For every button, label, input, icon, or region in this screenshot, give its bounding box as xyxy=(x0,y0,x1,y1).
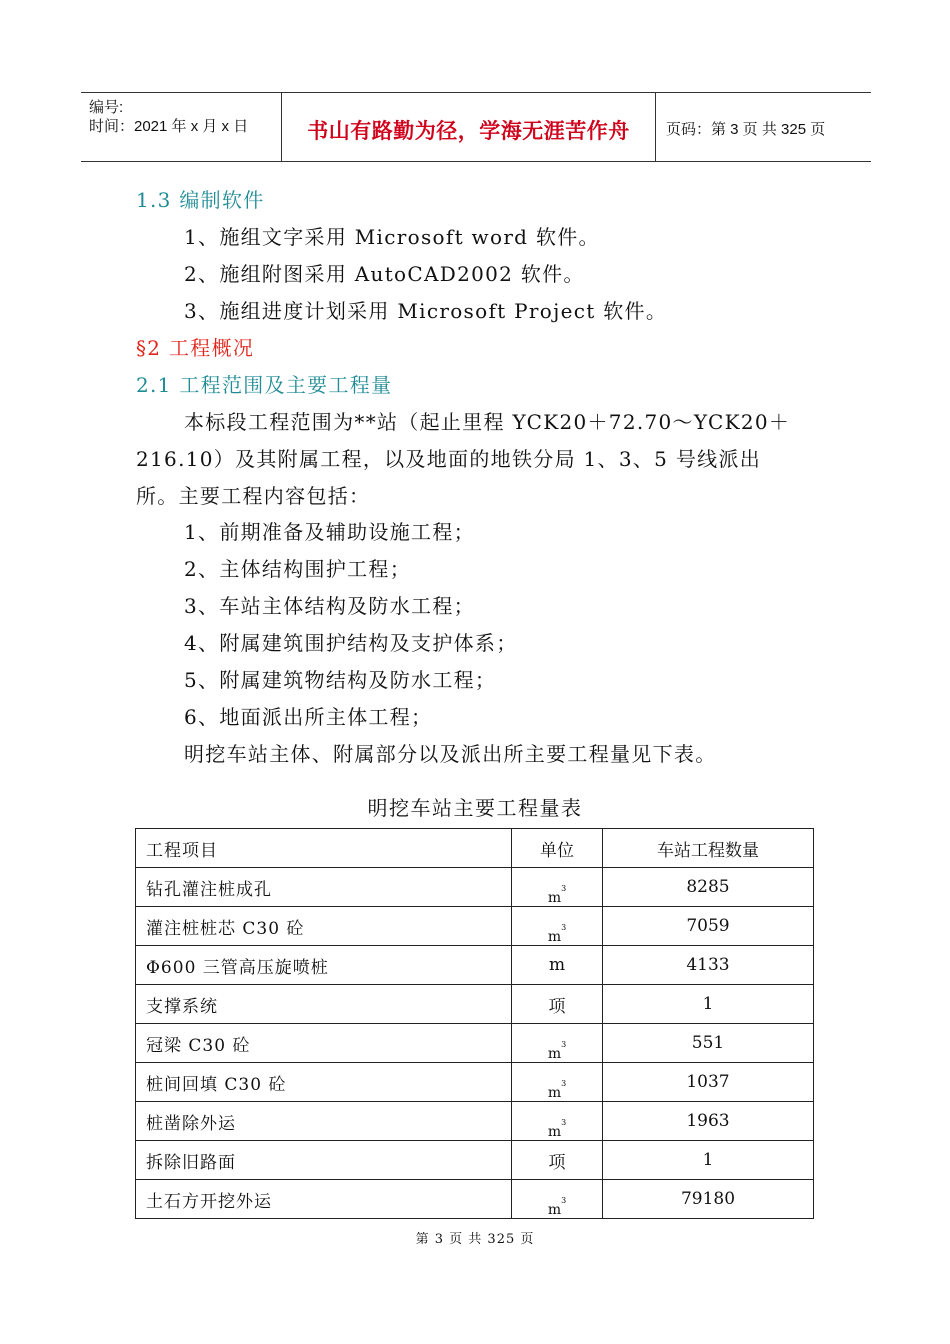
heading-2-1: 2.1 工程范围及主要工程量 xyxy=(136,373,393,397)
table-row xyxy=(136,1024,814,1063)
unit-base: m xyxy=(547,1046,562,1062)
unit-cell xyxy=(512,1102,603,1141)
item-cell: 冠梁 C30 砼 xyxy=(136,1024,512,1063)
header-qty: 车站工程数量 xyxy=(603,829,814,868)
unit-cell: 项 xyxy=(512,985,603,1024)
unit-cell: m xyxy=(512,946,603,985)
qty-cell: 1 xyxy=(603,985,814,1024)
unit-base: m xyxy=(547,929,562,945)
unit-cell: 项 xyxy=(512,1141,603,1180)
header-unit: 单位 xyxy=(512,829,603,868)
item-cell: Φ600 三管高压旋喷桩 xyxy=(136,946,512,985)
unit-cubic xyxy=(547,884,567,906)
unit-exponent: 3 xyxy=(561,1079,567,1088)
header-motto-cell xyxy=(282,93,656,161)
item-cell: 土石方开挖外运 xyxy=(136,1180,512,1219)
unit-exponent: 3 xyxy=(561,884,567,893)
qty-cell: 1 xyxy=(603,1141,814,1180)
item-cell: 拆除旧路面 xyxy=(136,1141,512,1180)
table-row xyxy=(136,1141,814,1180)
table-row xyxy=(136,1063,814,1102)
heading-section-2: §2 工程概况 xyxy=(136,336,255,360)
header-page-cell xyxy=(656,93,871,161)
table-row xyxy=(136,946,814,985)
item-cell: 灌注桩桩芯 C30 砼 xyxy=(136,907,512,946)
table-row xyxy=(136,868,814,907)
qty-cell: 1037 xyxy=(603,1063,814,1102)
unit-cell xyxy=(512,868,603,907)
list-item: 3、施组进度计划采用 Microsoft Project 软件。 xyxy=(184,299,668,323)
list-item: 2、主体结构围护工程； xyxy=(184,557,412,581)
paragraph-line: 216.10）及其附属工程，以及地面的地铁分局 1、3、5 号线派出 xyxy=(136,447,762,471)
list-item: 2、施组附图采用 AutoCAD2002 软件。 xyxy=(184,262,585,286)
time-label: 时间：2021 年 x 月 x 日 xyxy=(89,118,249,135)
heading-1-3: 1.3 编制软件 xyxy=(136,188,265,212)
unit-exponent: 3 xyxy=(561,1040,567,1049)
unit-cell xyxy=(512,1024,603,1063)
unit-exponent: 3 xyxy=(561,1118,567,1127)
unit-cubic xyxy=(547,1079,567,1101)
qty-cell: 79180 xyxy=(603,1180,814,1219)
unit-base: m xyxy=(547,1202,562,1218)
unit-base: m xyxy=(547,1085,562,1101)
header-meta-cell xyxy=(81,93,282,161)
table-header-row xyxy=(136,829,814,868)
code-label: 编号: xyxy=(89,99,124,116)
list-item: 3、车站主体结构及防水工程； xyxy=(184,594,475,618)
motto: 书山有路勤为径，学海无涯苦作舟 xyxy=(307,119,630,143)
unit-cubic xyxy=(547,923,567,945)
qty-cell: 4133 xyxy=(603,946,814,985)
table-row xyxy=(136,907,814,946)
table-row xyxy=(136,985,814,1024)
unit-base: m xyxy=(547,1124,562,1140)
table-row xyxy=(136,1180,814,1219)
qty-cell: 8285 xyxy=(603,868,814,907)
item-cell: 支撑系统 xyxy=(136,985,512,1024)
unit-cell xyxy=(512,907,603,946)
paragraph-line: 本标段工程范围为**站（起止里程 YCK20＋72.70～YCK20＋ xyxy=(184,410,791,434)
list-item: 4、附属建筑围护结构及支护体系； xyxy=(184,631,518,655)
list-item: 6、地面派出所主体工程； xyxy=(184,705,433,729)
paragraph-line: 所。主要工程内容包括： xyxy=(136,484,371,508)
list-item: 1、施组文字采用 Microsoft word 软件。 xyxy=(184,225,600,249)
qty-cell: 551 xyxy=(603,1024,814,1063)
unit-exponent: 3 xyxy=(561,923,567,932)
list-item: 5、附属建筑物结构及防水工程； xyxy=(184,668,497,692)
item-cell: 桩间回填 C30 砼 xyxy=(136,1063,512,1102)
page-footer: 第 3 页 共 325 页 xyxy=(415,1232,535,1247)
item-cell: 桩凿除外运 xyxy=(136,1102,512,1141)
page-info: 页码：第 3 页 共 325 页 xyxy=(666,121,826,138)
unit-cell xyxy=(512,1180,603,1219)
unit-cubic xyxy=(547,1118,567,1140)
table-row xyxy=(136,1102,814,1141)
qty-cell: 7059 xyxy=(603,907,814,946)
closing-line: 明挖车站主体、附属部分以及派出所主要工程量见下表。 xyxy=(184,742,717,766)
quantity-table xyxy=(135,828,814,1219)
unit-cubic xyxy=(547,1196,567,1218)
unit-cubic xyxy=(547,1040,567,1062)
item-cell: 钻孔灌注桩成孔 xyxy=(136,868,512,907)
unit-base: m xyxy=(547,890,562,906)
table-caption: 明挖车站主要工程量表 xyxy=(367,796,583,820)
qty-cell: 1963 xyxy=(603,1102,814,1141)
page-header xyxy=(81,92,871,162)
header-item: 工程项目 xyxy=(136,829,512,868)
list-item: 1、前期准备及辅助设施工程； xyxy=(184,520,475,544)
unit-exponent: 3 xyxy=(561,1196,567,1205)
unit-cell xyxy=(512,1063,603,1102)
